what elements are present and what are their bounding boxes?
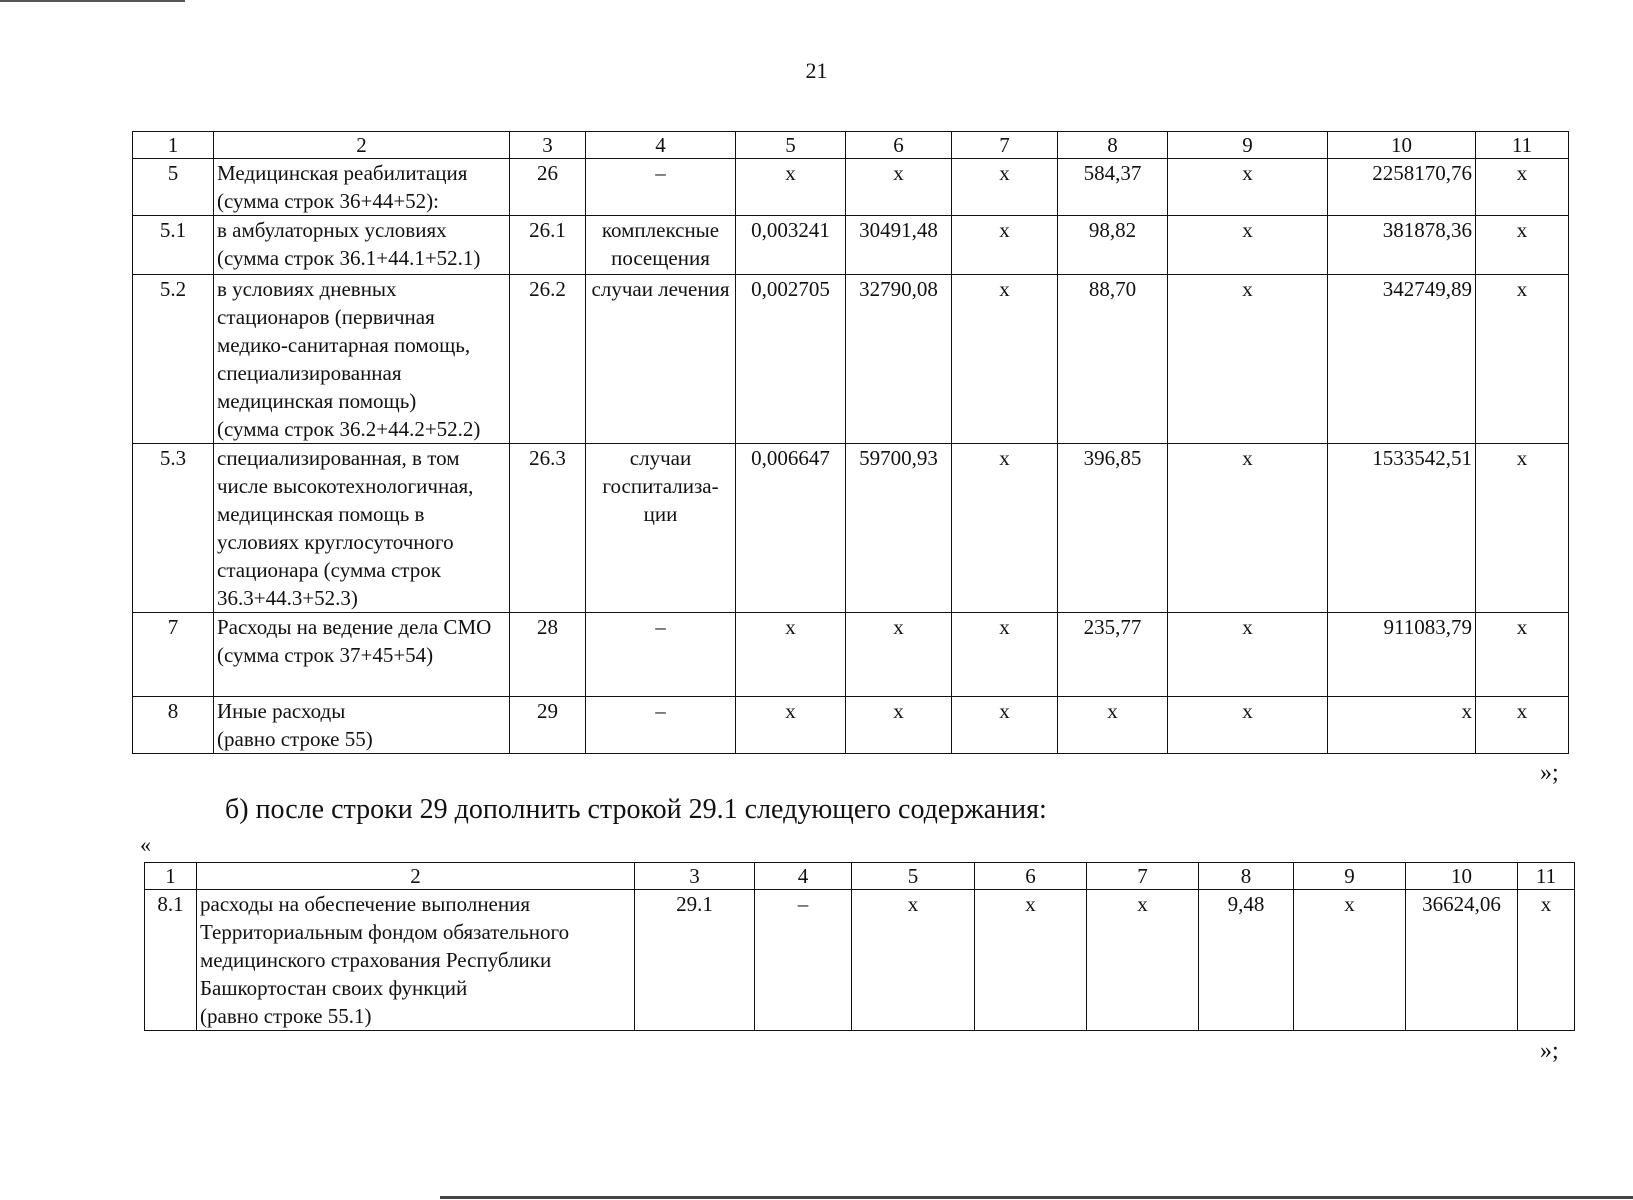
row-number: 5 <box>133 159 214 216</box>
column-number: 5 <box>736 132 846 159</box>
table-cell: 29.1 <box>635 890 755 1031</box>
table-cell: 26.3 <box>510 444 586 613</box>
header-row <box>133 132 1569 159</box>
row-description: в амбулаторных условиях (сумма строк 36.1+44.1+52.1) <box>214 216 510 275</box>
table-cell: х <box>846 697 952 754</box>
closing-quote: »; <box>1540 1038 1559 1064</box>
table-cell: х <box>1168 159 1328 216</box>
table-cell: – <box>755 890 852 1031</box>
table-cell: х <box>1168 697 1328 754</box>
table-cell: 32790,08 <box>846 275 952 444</box>
table-cell: 911083,79 <box>1328 613 1476 697</box>
column-number: 11 <box>1518 863 1575 890</box>
row-number: 5.1 <box>133 216 214 275</box>
table-cell: х <box>1476 444 1569 613</box>
table-cell: х <box>1168 216 1328 275</box>
table-cell: 235,77 <box>1058 613 1168 697</box>
column-number: 3 <box>635 863 755 890</box>
table-cell: х <box>952 216 1058 275</box>
row-description: Иные расходы (равно строке 55) <box>214 697 510 754</box>
table-cell: 381878,36 <box>1328 216 1476 275</box>
table-cell: – <box>586 159 736 216</box>
column-number: 6 <box>975 863 1087 890</box>
table-cell: комплексные посещения <box>586 216 736 275</box>
table-cell: х <box>952 159 1058 216</box>
table-cell: 9,48 <box>1199 890 1294 1031</box>
table-cell: 342749,89 <box>1328 275 1476 444</box>
table-cell: х <box>736 159 846 216</box>
table-cell: х <box>952 697 1058 754</box>
row-number: 5.2 <box>133 275 214 444</box>
table-cell: х <box>1476 697 1569 754</box>
column-number: 7 <box>952 132 1058 159</box>
column-number: 10 <box>1328 132 1476 159</box>
table-row <box>133 613 1569 697</box>
row-number: 8 <box>133 697 214 754</box>
row-description: Расходы на ведение дела СМО (сумма строк 37+45+54) <box>214 613 510 697</box>
column-number: 10 <box>1406 863 1518 890</box>
table-cell: – <box>586 697 736 754</box>
table-cell: х <box>1087 890 1199 1031</box>
column-number: 1 <box>133 132 214 159</box>
column-number: 8 <box>1199 863 1294 890</box>
opening-quote: « <box>140 832 151 857</box>
column-number: 7 <box>1087 863 1199 890</box>
column-number: 4 <box>586 132 736 159</box>
row-description: в условиях дневных стационаров (первичная медико-санитарная помощь, специализированная медицинская помощь) (сумма строк 36.2+44.2+52.2) <box>214 275 510 444</box>
closing-quote: »; <box>1540 760 1559 786</box>
table-cell: х <box>1168 275 1328 444</box>
table-cell: случаи госпитализа-ции <box>586 444 736 613</box>
table-cell: 28 <box>510 613 586 697</box>
table-cell: х <box>952 275 1058 444</box>
table-cell: 0,003241 <box>736 216 846 275</box>
table-cell: 0,006647 <box>736 444 846 613</box>
row-number: 8.1 <box>145 890 197 1031</box>
insertion-table <box>144 862 1575 1031</box>
table-cell: х <box>1518 890 1575 1031</box>
column-number: 3 <box>510 132 586 159</box>
table-cell: 88,70 <box>1058 275 1168 444</box>
column-number: 6 <box>846 132 952 159</box>
table-cell: х <box>952 444 1058 613</box>
scan-edge-top <box>0 0 185 2</box>
table-cell: х <box>1328 697 1476 754</box>
table-cell: х <box>1294 890 1406 1031</box>
amendment-instruction: б) после строки 29 дополнить строкой 29.1 следующего содержания: <box>225 794 1047 825</box>
table-cell: 98,82 <box>1058 216 1168 275</box>
table-cell: х <box>736 697 846 754</box>
row-description: расходы на обеспечение выполнения Территориальным фондом обязательного медицинского страхования Республики Башкортостан своих функций (равно строке 55.1) <box>197 890 635 1031</box>
expenditure-table <box>132 131 1569 754</box>
scan-edge-bottom <box>440 1196 1633 1199</box>
table-cell: х <box>1476 216 1569 275</box>
table-cell: 26.1 <box>510 216 586 275</box>
table-row <box>133 216 1569 275</box>
table-cell: 1533542,51 <box>1328 444 1476 613</box>
table-cell: х <box>846 613 952 697</box>
table-cell: х <box>975 890 1087 1031</box>
table-cell: 396,85 <box>1058 444 1168 613</box>
table-cell: х <box>736 613 846 697</box>
table-cell: х <box>1476 613 1569 697</box>
table-cell: 2258170,76 <box>1328 159 1476 216</box>
table-row <box>133 444 1569 613</box>
column-number: 5 <box>852 863 975 890</box>
column-number: 4 <box>755 863 852 890</box>
table-cell: х <box>1476 159 1569 216</box>
table-cell: 26.2 <box>510 275 586 444</box>
table-cell: х <box>1476 275 1569 444</box>
table-row <box>133 275 1569 444</box>
row-description: Медицинская реабилитация (сумма строк 36+44+52): <box>214 159 510 216</box>
table-cell: – <box>586 613 736 697</box>
column-number: 8 <box>1058 132 1168 159</box>
table-cell: 36624,06 <box>1406 890 1518 1031</box>
column-number: 9 <box>1168 132 1328 159</box>
column-number: 2 <box>197 863 635 890</box>
column-number: 1 <box>145 863 197 890</box>
row-number: 7 <box>133 613 214 697</box>
table-cell: х <box>1168 444 1328 613</box>
table-cell: 29 <box>510 697 586 754</box>
row-description: специализированная, в том числе высокотехнологичная, медицинская помощь в условиях круглосуточного стационара (сумма строк 36.3+44.3+52.3) <box>214 444 510 613</box>
page-number: 21 <box>805 58 828 83</box>
table-cell: 30491,48 <box>846 216 952 275</box>
column-number: 11 <box>1476 132 1569 159</box>
row-number: 5.3 <box>133 444 214 613</box>
table-cell: х <box>846 159 952 216</box>
table-cell: х <box>952 613 1058 697</box>
column-number: 9 <box>1294 863 1406 890</box>
table-cell: 26 <box>510 159 586 216</box>
table-row <box>145 890 1575 1031</box>
table-cell: 0,002705 <box>736 275 846 444</box>
table-row <box>133 159 1569 216</box>
table-cell: х <box>852 890 975 1031</box>
table-cell: 59700,93 <box>846 444 952 613</box>
table-row <box>133 697 1569 754</box>
column-number: 2 <box>214 132 510 159</box>
table-cell: случаи лечения <box>586 275 736 444</box>
table-cell: х <box>1058 697 1168 754</box>
table-cell: х <box>1168 613 1328 697</box>
table-cell: 584,37 <box>1058 159 1168 216</box>
header-row <box>145 863 1575 890</box>
